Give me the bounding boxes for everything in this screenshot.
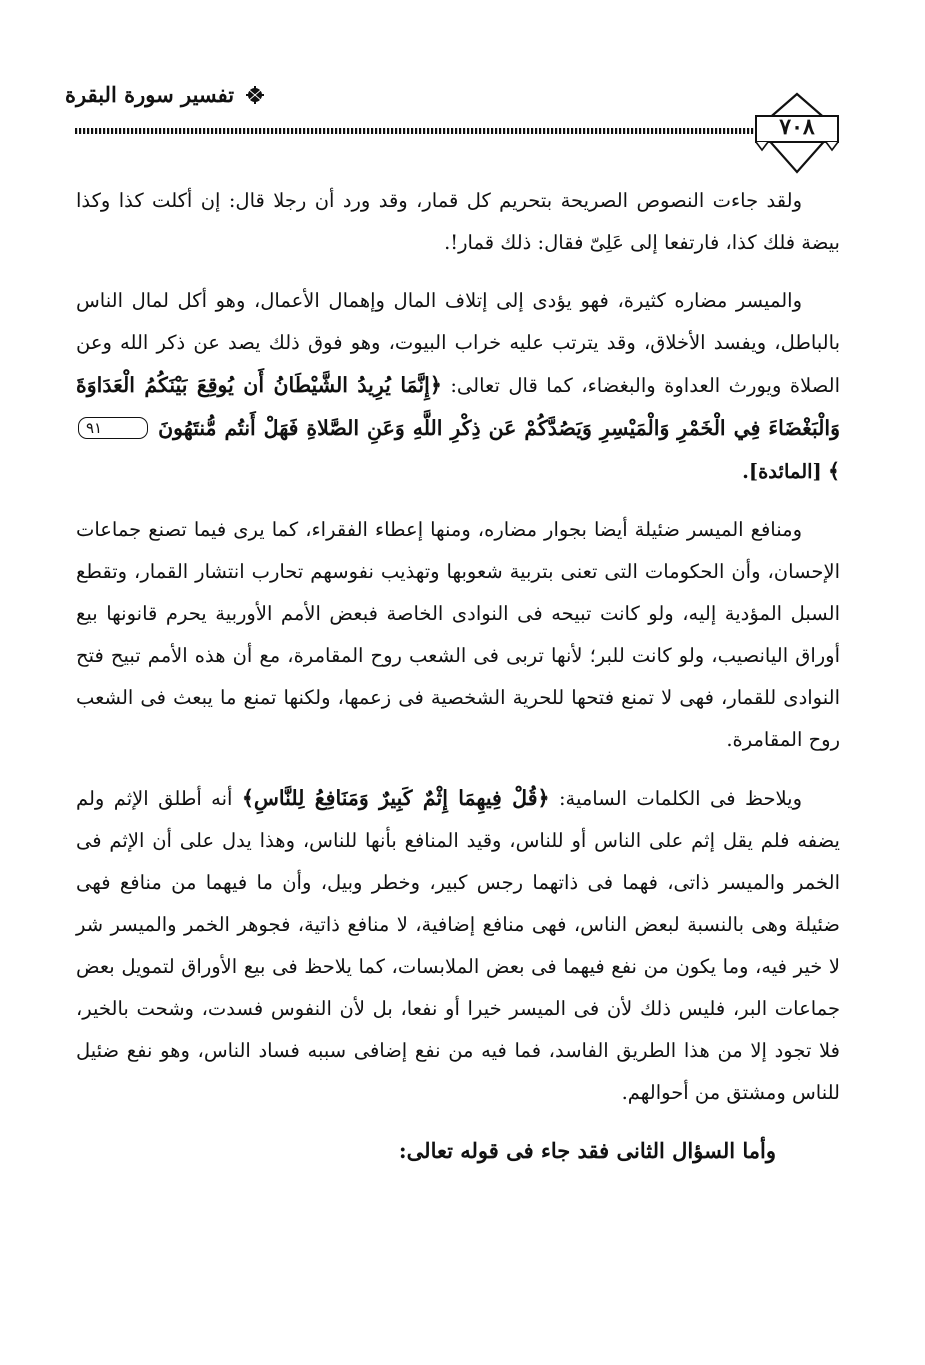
paragraph-2 [76, 280, 840, 493]
verse-close-bracket: ﴾ [827, 459, 840, 483]
quran-verse-text: ﴿إِنَّمَا يُرِيدُ الشَّيْطَانُ أَن يُوقِعَ بَيْنَكُمُ الْعَدَاوَةَ وَالْبَغْضَاءَ فِي الْخَمْرِ وَالْمَيْسِرِ وَيَصُدَّكُمْ عَن ذِكْرِ اللَّهِ وَعَنِ الصَّلاةِ فَهَلْ أَنتُم مُّنتَهُونَ [76, 373, 841, 440]
page-header [0, 0, 925, 180]
paragraph-4-body: أنه أطلق الإثم ولم يضفه فلم يقل إثم على الناس أو للناس، وقيد المنافع بأنها للناس، وهذا يدل على أن الإثم فى الخمر والميسر ذاتى، فهما فى ذاتهما رجس كبير، وخطر وبيل، وأن ما فيهما من منافع فهى ضئيلة وهى بالنسبة لبعض الناس، فهى منافع إضافية، لا منافع ذاتية، فجوهر الخمر والميسر شر لا خير فيه، وما يكون من نفع فيهما فى بعض الملابسات، كما يلاحظ فى بيع الأوراق لتمويل بعض جماعات البر، فليس ذلك لأن فى الميسر خيرا أو نفعا، بل لأن النفوس فسدت، وشحت بالخير، فلا تجود إلا من هذا الطريق الفاسد، فما فيه من نفع إضافى سببه فساد الناس، وهو نفع ضئيل للناس ومشتق من أحوالهم. [76, 787, 840, 1104]
header-rule [75, 128, 755, 134]
ornament-icon [244, 86, 266, 104]
paragraph-1: ولقد جاءت النصوص الصريحة بتحريم كل قمار، وقد ورد أن رجلا قال: إن أكلت كذا وكذا بيضة فلك كذا، فارتفعا إلى عَلِىّ فقال: ذلك قمار!. [76, 189, 840, 254]
paragraph-2-intro: والميسر مضاره كثيرة، فهو يؤدى إلى إتلاف المال وإهمال الأعمال، وهو أكل لمال الناس بالباطل، ويفسد الأخلاق، وقد يترتب عليه خراب البيوت، وهو فوق ذلك يصد عن ذكر الله وعن الصلاة ويورث العداوة والبغضاء، كما قال تعالى: [76, 289, 840, 397]
section-lead: وأما السؤال الثانى فقد جاء فى قوله تعالى: [398, 1138, 776, 1163]
paragraph-4-intro: ويلاحظ فى الكلمات السامية: [558, 787, 802, 810]
paragraph-4 [76, 777, 840, 1114]
ayah-number: ٩١ [78, 417, 148, 439]
paragraph-3: ومنافع الميسر ضئيلة أيضا بجوار مضاره، ومنها إعطاء الفقراء، كما يرى فيما تصنع جماعات الإحسان، وأن الحكومات التى تعنى بتربية شعوبها وتهذيب نفوسهم تحارب انتشار القمار، وتقطع السبل المؤدية إليه، ولو كانت تبيحه فى النوادى الخاصة فبعض الأمم الأوربية يحرم قانونها بيع أوراق اليانصيب، ولو كانت للبر؛ لأنها تربى فى الشعب روح المقامرة، مع أن هذه الأمم تبيح فتح النوادى للقمار، فهى لا تمنع فتحها للحرية الشخصية فى زعمها، ولكنها تمنع ما يبعث فى الشعب روح المقامرة. [76, 518, 840, 751]
running-title-text: تفسير سورة البقرة [65, 82, 235, 107]
page-number: ٧٠٨ [779, 114, 815, 140]
verse-reference: [المائدة]. [742, 460, 822, 483]
quran-quote: ﴿قُلْ فِيهِمَا إِثْمٌ كَبِيرٌ وَمَنَافِعُ لِلنَّاسِ﴾ [241, 786, 550, 810]
running-title [65, 82, 325, 107]
body-text [76, 180, 840, 1172]
